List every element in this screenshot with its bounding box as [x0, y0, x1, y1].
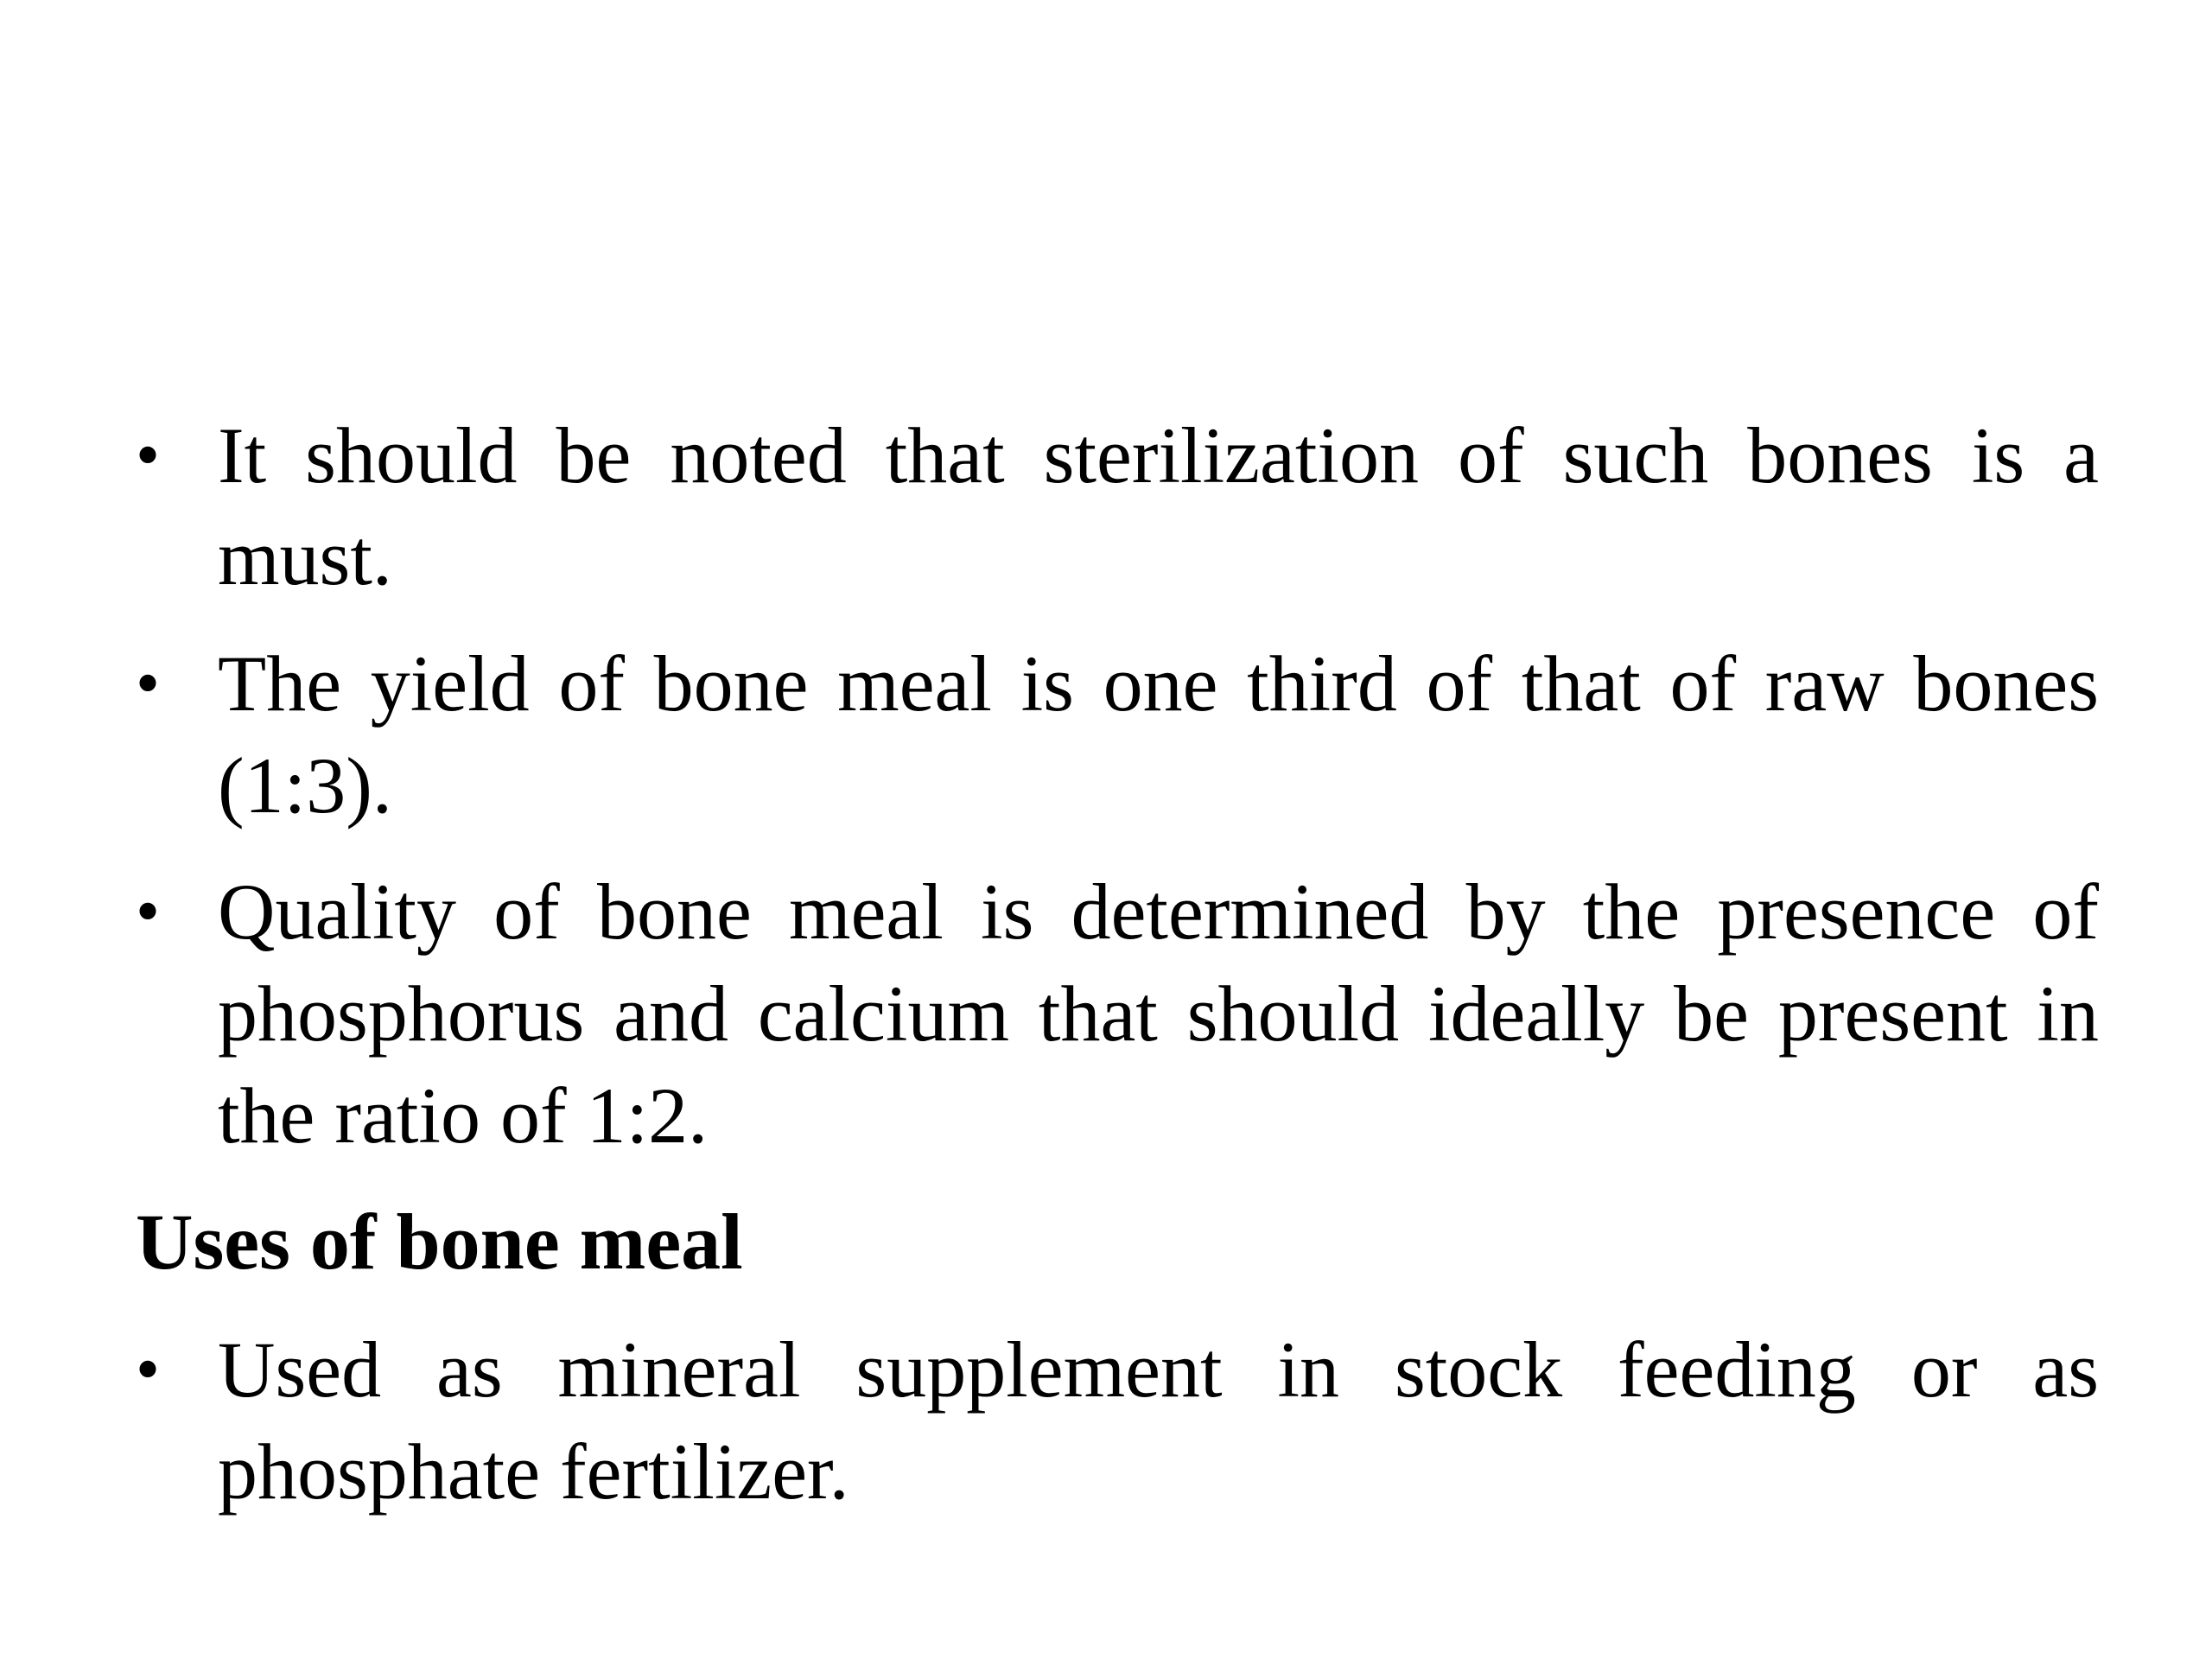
bullet-marker: • — [136, 1332, 161, 1408]
slide-content — [136, 404, 2099, 1547]
bullet-item-quality — [136, 861, 2099, 1166]
section-heading: Uses of bone meal — [136, 1198, 743, 1286]
bullet-item-uses — [136, 1319, 2099, 1522]
bullet-item-yield — [136, 632, 2099, 836]
bullet-marker: • — [136, 417, 161, 493]
bullet-item-sterilization — [136, 404, 2099, 608]
bullet-text: Quality of bone meal is determined by the presence of phosphorus and calcium that should ideally be present in the ratio of 1:2. — [218, 868, 2099, 1160]
bullet-text: Used as mineral supplement in stock feeding or as phosphate fertilizer. — [218, 1325, 2099, 1516]
bullet-text: The yield of bone meal is one third of that of raw bones (1:3). — [218, 639, 2099, 830]
bullet-marker: • — [136, 645, 161, 721]
bullet-marker: • — [136, 874, 161, 950]
bullet-text: It should be noted that sterilization of such bones is a must. — [218, 411, 2099, 601]
